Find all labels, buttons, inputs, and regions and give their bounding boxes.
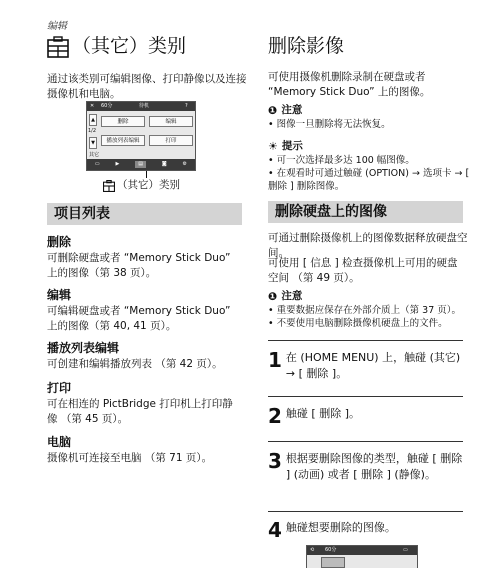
play-tab-icon[interactable]: ▶: [115, 160, 120, 167]
item-print-text: 可在相连的 PictBridge 打印机上打印静像 （第 45 页）。: [47, 398, 233, 425]
step-1-number: 1: [268, 348, 282, 372]
tip2-text: 在观看时可通过触碰 (OPTION) → 选项卡 → [ 删除 ] 删除图像。: [268, 168, 470, 192]
section-para1: 可通过删除摄像机上的图像数据释放硬盘空间。: [268, 232, 468, 260]
item-delete-text: 可删除硬盘或者 “Memory Stick Duo” 上的图像（第 38 页）。: [47, 252, 231, 279]
step-4-text: 触碰想要删除的图像。: [285, 521, 396, 534]
screen-playlist-button[interactable]: 播放列表编辑: [101, 135, 145, 146]
step3-rule: [268, 441, 463, 442]
section-para2: 可使用 [ 信息 ] 检查摄像机上可用的硬盘空间 （第 49 页）。: [268, 257, 458, 285]
screen2-topbar: [307, 546, 417, 555]
item-edit-text: 可编辑硬盘或者 “Memory Stick Duo” 上的图像（第 40, 41 页）。: [47, 305, 231, 332]
toolbox-icon: [47, 36, 69, 58]
screen-topbar: [87, 102, 195, 111]
other-tab-icon[interactable]: ▤: [135, 161, 146, 168]
note1-bullet: • 图像一旦删除将无法恢复。: [268, 119, 391, 130]
step1-rule: [268, 340, 463, 341]
screen2-back-icon[interactable]: ⟲: [310, 547, 315, 553]
right-intro: 可使用摄像机删除录制在硬盘或者 “Memory Stick Duo” 上的图像。: [268, 71, 431, 99]
item-edit-heading: 编辑: [47, 288, 72, 302]
caption-pointer: [146, 171, 147, 178]
screen-print-button[interactable]: 打印: [149, 135, 193, 146]
screen-up-arrow[interactable]: ▲: [89, 114, 97, 126]
camera-tab-icon[interactable]: ▭: [94, 160, 100, 167]
item-playlist-heading: 播放列表编辑: [47, 341, 120, 355]
note1-heading: [268, 103, 302, 119]
screen-caption: （其它）类别: [117, 179, 180, 191]
item-pc-heading: 电脑: [47, 435, 72, 449]
note2a-text: 重要数据应保存在外部介质上（第 37 页）。: [276, 305, 462, 316]
left-intro: 通过该类别可编辑图像、打印静像以及连接摄像机和电脑。: [47, 73, 247, 101]
step2-rule: [268, 396, 463, 397]
step-3: [268, 451, 468, 483]
screen2-thumb[interactable]: [321, 557, 345, 568]
note2b-text: 不要使用电脑删除摄像机硬盘上的文件。: [276, 318, 448, 329]
screen-time: 60分: [101, 103, 113, 109]
toolbox-icon-small: [103, 180, 115, 192]
screen2-time: 60分: [325, 547, 337, 553]
caution-icon-2: ❶: [268, 290, 278, 303]
item-playlist-text: 可创建和编辑播放列表 （第 42 页）。: [47, 358, 223, 370]
step4-rule: [268, 511, 463, 512]
screen-edit-button[interactable]: 编辑: [149, 116, 193, 127]
right-title: 删除影像: [268, 35, 345, 57]
camera-screen: [86, 101, 196, 171]
note2b-bullet: • 不要使用电脑删除摄像机硬盘上的文件。: [268, 318, 448, 329]
step-3-number: 3: [268, 449, 282, 473]
note2a-bullet: • 重要数据应保存在外部介质上（第 37 页）。: [268, 305, 462, 316]
note1-text: 图像一旦删除将无法恢复。: [276, 119, 391, 130]
left-title: （其它）类别: [72, 35, 187, 57]
step-2: [268, 406, 468, 426]
left-title-row: [47, 33, 186, 61]
item-print-heading: 打印: [47, 381, 72, 395]
step-4: [268, 520, 468, 540]
screen-caption-row: [103, 178, 180, 193]
screen-other-label: 其它: [89, 152, 100, 158]
tip1-bullet: • 可一次选择最多达 100 幅图像。: [268, 155, 415, 166]
tip-label: 提示: [281, 140, 303, 153]
note1-label: 注意: [281, 104, 303, 117]
screen-close[interactable]: ✕: [90, 103, 95, 109]
note2-heading: [268, 289, 302, 305]
note2-label: 注意: [281, 290, 303, 303]
settings-tab-icon[interactable]: ⚙: [182, 160, 188, 167]
lightbulb-icon: ☀: [268, 140, 278, 153]
tip1-text: 可一次选择最多达 100 幅图像。: [276, 155, 415, 166]
screen-delete-button[interactable]: 删除: [101, 116, 145, 127]
step-1-text: 在 (HOME MENU) 上，触碰 (其它) → [ 删除 ]。: [285, 351, 461, 380]
header-tag: 编辑: [47, 21, 67, 32]
step-3-text: 根据要删除图像的类型，触碰 [ 删除 ] (动画) 或者 [ 删除 ] (静像)。: [285, 452, 463, 481]
screen2-ok-icon[interactable]: ▭: [403, 547, 408, 553]
item-delete-heading: 删除: [47, 235, 72, 249]
right-section-bar: 删除硬盘上的图像: [268, 201, 463, 223]
screen-tabbar: [87, 159, 195, 170]
left-section-bar: 项目列表: [47, 203, 242, 225]
tip-heading: [268, 139, 303, 155]
step-2-text: 触碰 [ 删除 ]。: [285, 407, 360, 420]
screen-down-arrow[interactable]: ▼: [89, 137, 97, 149]
tip2-bullet: • 在观看时可通过触碰 (OPTION) → 选项卡 → [ 删除 ] 删除图像。: [268, 168, 470, 192]
screen-standby: 待机: [139, 103, 150, 109]
step-2-number: 2: [268, 404, 282, 428]
step-1: [268, 350, 468, 382]
step-4-number: 4: [268, 518, 282, 542]
manage-tab-icon[interactable]: ◙: [161, 160, 167, 167]
item-pc-text: 摄像机可连接至电脑 （第 71 页）。: [47, 452, 213, 464]
caution-icon: ❶: [268, 104, 278, 117]
screen-help[interactable]: ?: [185, 103, 188, 109]
screen-page: 1/2: [88, 128, 97, 134]
camera-screen-2: [306, 545, 418, 568]
